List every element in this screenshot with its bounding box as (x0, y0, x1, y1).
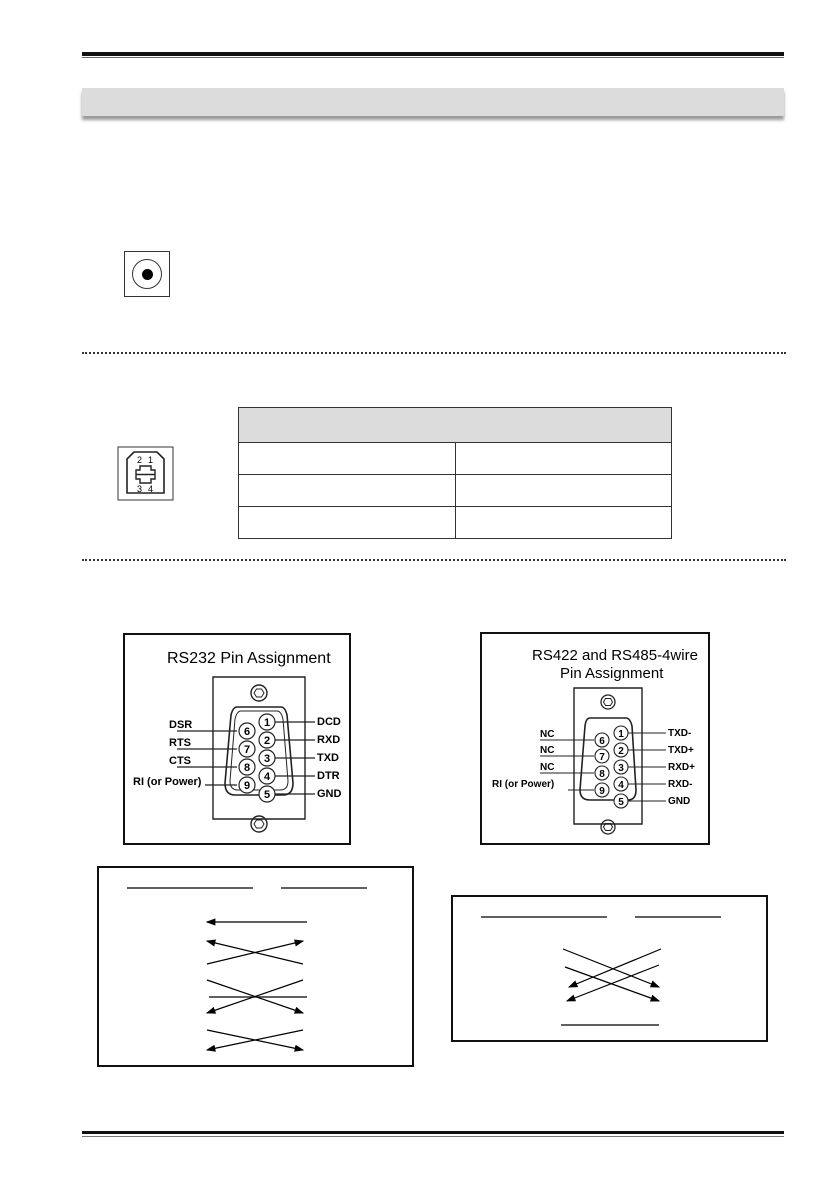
dc-power-jack-icon (124, 251, 170, 297)
table-row (239, 475, 672, 507)
pin-label-nc: NC (540, 729, 555, 740)
rs232-wiring-svg (99, 868, 412, 1065)
svg-text:2: 2 (618, 746, 624, 757)
pin-label-rts: RTS (169, 737, 191, 749)
pin-label-rxd-plus: RXD+ (668, 762, 695, 773)
svg-text:7: 7 (599, 752, 605, 763)
rs422-pin-diagram (480, 632, 710, 845)
svg-text:1: 1 (148, 455, 154, 465)
svg-text:8: 8 (599, 769, 605, 780)
svg-text:3: 3 (137, 484, 143, 494)
svg-text:6: 6 (243, 726, 251, 738)
pin-label-txd-plus: TXD+ (668, 745, 694, 756)
svg-text:7: 7 (243, 744, 251, 756)
svg-text:9: 9 (243, 780, 251, 792)
section-divider (82, 352, 786, 354)
svg-text:1: 1 (618, 729, 624, 740)
table-cell (239, 507, 456, 539)
rs232-pin-diagram (123, 633, 351, 845)
pin-label-ri: RI (or Power) (133, 776, 202, 788)
svg-text:6: 6 (599, 736, 605, 747)
pin-label-rxd-minus: RXD- (668, 779, 693, 790)
svg-text:5: 5 (263, 789, 271, 801)
table-row (239, 507, 672, 539)
pin-label-gnd: GND (317, 788, 342, 800)
svg-text:5: 5 (618, 797, 624, 808)
svg-text:8: 8 (243, 762, 251, 774)
footer-rule (82, 1131, 784, 1134)
usb-pin-table (238, 407, 672, 539)
pin-label-nc: NC (540, 762, 555, 773)
pin-label-txd-minus: TXD- (668, 728, 692, 739)
pin-label-txd: TXD (317, 752, 339, 764)
svg-text:3: 3 (263, 753, 271, 765)
pin-label-cts: CTS (169, 755, 191, 767)
rs422-wiring-box (451, 895, 768, 1042)
svg-text:9: 9 (599, 786, 605, 797)
svg-text:4: 4 (263, 771, 271, 783)
rs232-title: RS232 Pin Assignment (167, 650, 331, 667)
svg-text:2: 2 (137, 455, 143, 465)
rs422-connector-svg (482, 634, 708, 843)
svg-text:1: 1 (263, 717, 271, 729)
svg-text:3: 3 (618, 763, 624, 774)
table-cell (455, 443, 672, 475)
header-rule (82, 52, 784, 56)
table-cell (239, 443, 456, 475)
header-rule-thin (82, 57, 784, 58)
usb-type-b-icon (117, 446, 174, 501)
pin-label-dcd: DCD (317, 716, 341, 728)
svg-text:4: 4 (148, 484, 154, 494)
rs422-title-line1: RS422 and RS485-4wire (532, 647, 698, 664)
section-title-bar (82, 88, 784, 116)
pin-label-ri: RI (or Power) (492, 779, 555, 790)
pin-label-rxd: RXD (317, 734, 341, 746)
rs232-connector-svg (125, 635, 349, 843)
pin-label-nc: NC (540, 745, 555, 756)
pin-label-dsr: DSR (169, 719, 193, 731)
jack-pin (142, 269, 153, 280)
rs422-wiring-svg (453, 897, 766, 1040)
footer-rule-thin (82, 1136, 784, 1137)
svg-text:4: 4 (618, 780, 624, 791)
rs422-title-line2: Pin Assignment (560, 665, 664, 682)
section-divider (82, 559, 786, 561)
screw-icon (251, 685, 267, 701)
table-row (239, 443, 672, 475)
table-cell (239, 475, 456, 507)
table-cell (455, 507, 672, 539)
rs232-wiring-box (97, 866, 414, 1067)
usb-table-header (239, 408, 672, 443)
svg-text:2: 2 (263, 735, 271, 747)
table-cell (455, 475, 672, 507)
pin-label-gnd: GND (668, 796, 691, 807)
pin-label-dtr: DTR (317, 770, 340, 782)
